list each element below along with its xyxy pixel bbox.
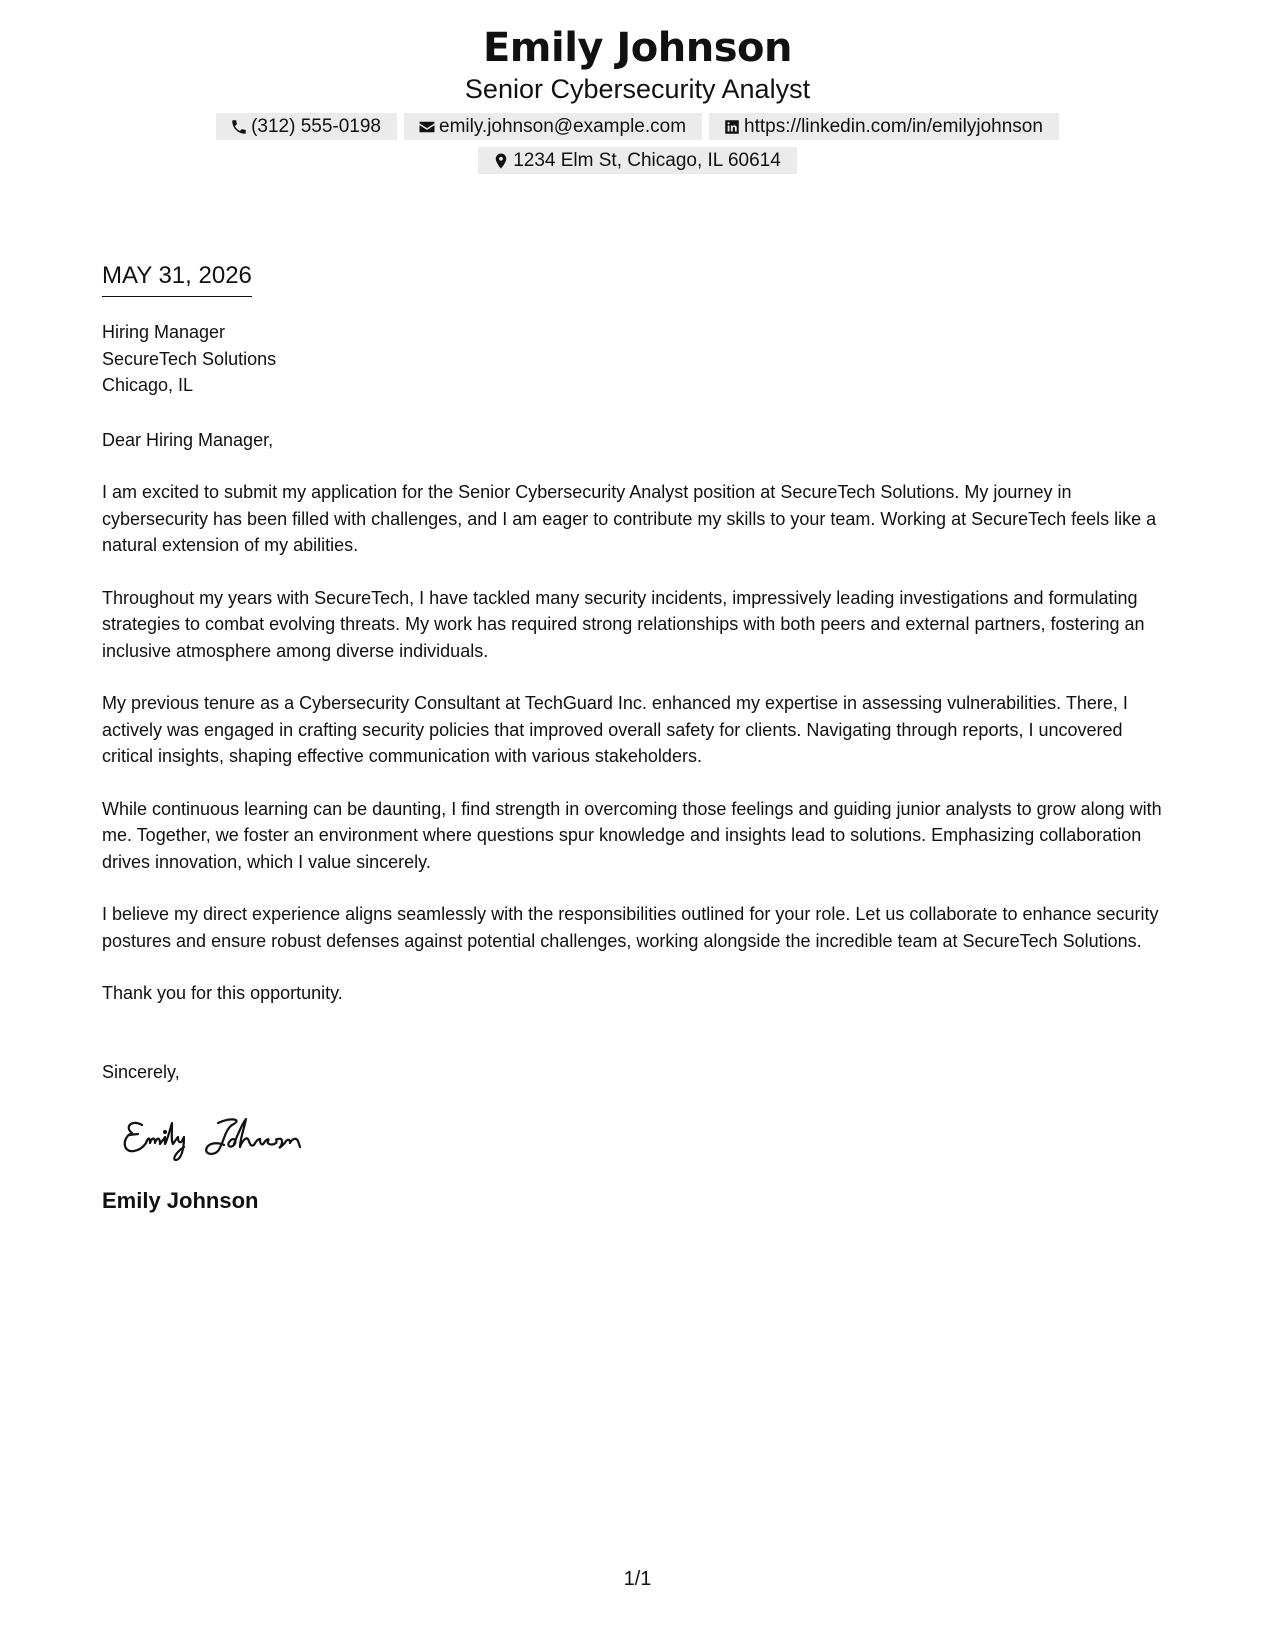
recipient-line: Hiring Manager [102,322,226,342]
contact-row-2 [0,147,1275,174]
linkedin-text: https://linkedin.com/in/emilyjohnson [744,116,1043,137]
applicant-name: Emily Johnson [482,25,792,71]
envelope-icon [418,118,436,136]
phone-chip [216,113,397,140]
email-chip [404,113,702,140]
page-indicator: 1/1 [623,1568,652,1590]
body-paragraph: Throughout my years with SecureTech, I have tackled many security incidents, impressively leading investigations and formulating strategies to combat evolving threats. My work has required strong relationships with both peers and external partners, fostering an inclusive atmosphere among diverse individuals. [102,587,1145,661]
body-paragraph: I am excited to submit my application for the Senior Cybersecurity Analyst position at SecureTech Solutions. My journey in cybersecurity has been filled with challenges, and I am eager to contribute my skills to your team. Working at SecureTech feels like a natural extension of my abilities. [102,482,1157,555]
address-text: 1234 Elm St, Chicago, IL 60614 [513,150,781,171]
recipient-line: SecureTech Solutions [102,348,277,369]
applicant-title: Senior Cybersecurity Analyst [464,74,811,104]
address-chip [478,147,797,174]
email-text: emily.johnson@example.com [439,116,687,137]
linkedin-icon [723,118,741,136]
letter-date: MAY 31, 2026 [102,260,252,297]
phone-icon [230,118,248,136]
phone-text: (312) 555-0198 [251,116,381,137]
signer-name: Emily Johnson [102,1188,259,1213]
recipient-line: Chicago, IL [102,375,194,395]
closing: Sincerely, [102,1061,180,1082]
body-paragraph: I believe my direct experience aligns seamlessly with the responsibilities outlined for your role. Let us collaborate to enhance security postures and ensure robust defenses against potential challenges, working alongside the incredible team at SecureTech Solutions. [102,904,1159,951]
body-paragraph: Thank you for this opportunity. [102,983,343,1003]
map-pin-icon [492,152,510,170]
letter-body [102,260,1177,1216]
handwritten-signature [120,1113,350,1163]
letter-header [0,22,1275,174]
salutation: Dear Hiring Manager, [102,429,274,450]
linkedin-chip [709,113,1059,140]
contact-row-1 [0,113,1275,140]
body-paragraph: My previous tenure as a Cybersecurity Consultant at TechGuard Inc. enhanced my expertise in assessing vulnerabilities. There, I actively was engaged in crafting security policies that improved overall safety for clients. Navigating through reports, I uncovered critical insights, shaping effective communication with various stakeholders. [102,693,1128,766]
body-paragraph: While continuous learning can be daunting, I find strength in overcoming those feelings and guiding junior analysts to grow along with me. Together, we foster an environment where questions spur knowledge and insights lead to solutions. Emphasizing collaboration drives innovation, which I value sincerely. [102,798,1162,872]
recipient-block [102,319,1177,399]
